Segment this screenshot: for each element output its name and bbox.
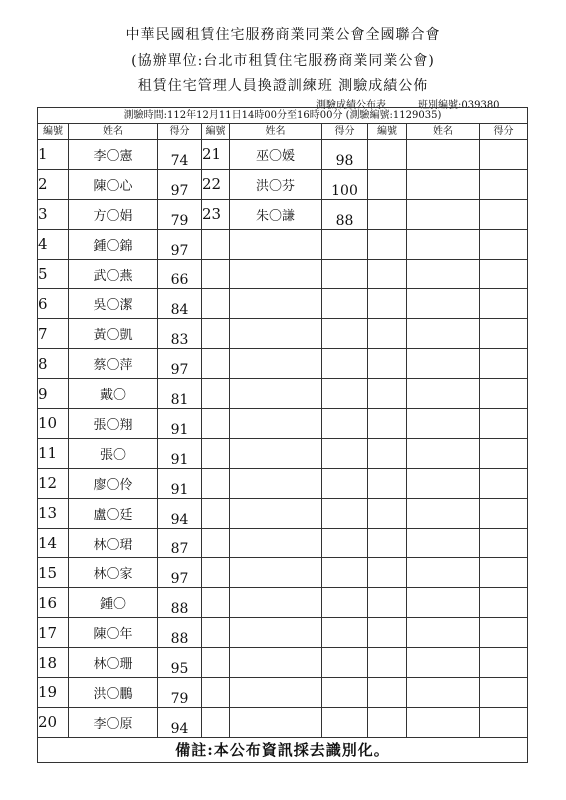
entry-score: 97 xyxy=(158,169,202,199)
entry-name xyxy=(407,528,480,558)
table-row xyxy=(38,349,528,379)
entry-number xyxy=(368,558,407,588)
table-row xyxy=(38,618,528,648)
entry-score xyxy=(480,169,528,199)
entry-number: 22 xyxy=(202,169,230,199)
table-row xyxy=(38,648,528,678)
entry-number xyxy=(202,438,230,468)
entry-score xyxy=(322,468,368,498)
entry-name xyxy=(230,648,322,678)
entry-number xyxy=(368,528,407,558)
entry-score xyxy=(480,558,528,588)
column-header: 編號 xyxy=(202,124,230,140)
entry-score xyxy=(480,349,528,379)
entry-name: 鍾〇 xyxy=(69,588,158,618)
entry-score: 94 xyxy=(158,498,202,528)
entry-score xyxy=(322,618,368,648)
entry-score xyxy=(322,409,368,439)
entry-name: 朱〇謙 xyxy=(230,199,322,229)
entry-name xyxy=(230,259,322,289)
entry-number xyxy=(202,468,230,498)
column-header: 姓名 xyxy=(69,124,158,140)
entry-score: 88 xyxy=(158,588,202,618)
entry-number xyxy=(202,229,230,259)
entry-score: 97 xyxy=(158,558,202,588)
column-header: 姓名 xyxy=(230,124,322,140)
entry-name xyxy=(230,438,322,468)
entry-number xyxy=(202,498,230,528)
entry-score: 88 xyxy=(322,199,368,229)
class-code: 班別編號:039380 xyxy=(418,100,500,111)
entry-number: 19 xyxy=(38,678,69,708)
entry-number: 18 xyxy=(38,648,69,678)
entry-score xyxy=(480,438,528,468)
entry-name xyxy=(230,349,322,379)
entry-score xyxy=(322,707,368,737)
entry-number: 15 xyxy=(38,558,69,588)
entry-number xyxy=(368,438,407,468)
entry-number xyxy=(368,409,407,439)
entry-name xyxy=(230,678,322,708)
entry-score xyxy=(480,289,528,319)
entry-score xyxy=(480,319,528,349)
entry-score: 81 xyxy=(158,379,202,409)
entry-score: 91 xyxy=(158,468,202,498)
entry-score: 97 xyxy=(158,349,202,379)
entry-score xyxy=(480,618,528,648)
entry-name xyxy=(407,409,480,439)
entry-name: 巫〇媛 xyxy=(230,140,322,170)
entry-name xyxy=(230,588,322,618)
table-row xyxy=(38,409,528,439)
entry-score xyxy=(322,438,368,468)
entry-score xyxy=(322,648,368,678)
entry-score xyxy=(322,259,368,289)
table-row xyxy=(38,438,528,468)
entry-number xyxy=(368,379,407,409)
entry-score xyxy=(480,468,528,498)
entry-name xyxy=(407,498,480,528)
table-row xyxy=(38,199,528,229)
entry-number xyxy=(202,678,230,708)
entry-score xyxy=(480,648,528,678)
table-row xyxy=(38,558,528,588)
entry-score: 98 xyxy=(322,140,368,170)
entry-score: 91 xyxy=(158,409,202,439)
entry-name xyxy=(407,678,480,708)
entry-score: 97 xyxy=(158,229,202,259)
entry-score xyxy=(480,678,528,708)
entry-name: 洪〇鵬 xyxy=(69,678,158,708)
table-row xyxy=(38,140,528,170)
entry-score: 79 xyxy=(158,678,202,708)
entry-score xyxy=(322,319,368,349)
entry-name xyxy=(407,140,480,170)
entry-number: 23 xyxy=(202,199,230,229)
entry-name xyxy=(230,558,322,588)
entry-number xyxy=(368,140,407,170)
entry-score xyxy=(322,558,368,588)
entry-name xyxy=(230,707,322,737)
entry-number xyxy=(368,588,407,618)
entry-name xyxy=(230,618,322,648)
entry-name xyxy=(407,349,480,379)
entry-name: 林〇珊 xyxy=(69,648,158,678)
table-row xyxy=(38,707,528,737)
entry-number: 16 xyxy=(38,588,69,618)
entry-name: 黃〇凱 xyxy=(69,319,158,349)
entry-name xyxy=(407,289,480,319)
table-row xyxy=(38,678,528,708)
entry-number xyxy=(368,349,407,379)
course-subtitle: 租賃住宅管理人員換證訓練班 測驗成績公佈 xyxy=(137,78,429,94)
entry-name xyxy=(407,169,480,199)
entry-name xyxy=(407,199,480,229)
entry-name xyxy=(407,618,480,648)
entry-name xyxy=(407,379,480,409)
entry-name: 林〇珺 xyxy=(69,528,158,558)
entry-name xyxy=(230,528,322,558)
entry-name xyxy=(407,438,480,468)
entry-number xyxy=(202,707,230,737)
entry-number xyxy=(368,648,407,678)
entry-number xyxy=(202,349,230,379)
entry-number: 7 xyxy=(38,319,69,349)
entry-score: 87 xyxy=(158,528,202,558)
entry-number: 12 xyxy=(38,468,69,498)
entry-number xyxy=(368,678,407,708)
entry-score xyxy=(480,498,528,528)
table-row xyxy=(38,588,528,618)
entry-name: 洪〇芬 xyxy=(230,169,322,199)
entry-number xyxy=(202,558,230,588)
entry-number xyxy=(202,289,230,319)
entry-name xyxy=(230,229,322,259)
entry-name: 戴〇 xyxy=(69,379,158,409)
entry-name: 林〇家 xyxy=(69,558,158,588)
entry-name xyxy=(230,409,322,439)
entry-name xyxy=(407,259,480,289)
entry-number xyxy=(368,229,407,259)
entry-score xyxy=(322,678,368,708)
entry-number: 10 xyxy=(38,409,69,439)
table-row xyxy=(38,468,528,498)
remark-note: 備註:本公布資訊採去識別化。 xyxy=(38,737,528,762)
entry-score: 83 xyxy=(158,319,202,349)
entry-name: 武〇燕 xyxy=(69,259,158,289)
entry-name: 吳〇潔 xyxy=(69,289,158,319)
column-header: 得分 xyxy=(322,124,368,140)
entry-number xyxy=(368,169,407,199)
entry-number xyxy=(368,498,407,528)
table-row xyxy=(38,229,528,259)
score-table xyxy=(37,107,528,763)
entry-number xyxy=(202,588,230,618)
entry-name xyxy=(230,498,322,528)
entry-score: 100 xyxy=(322,169,368,199)
entry-number xyxy=(368,319,407,349)
table-row xyxy=(38,319,528,349)
entry-score xyxy=(480,379,528,409)
entry-number xyxy=(202,648,230,678)
entry-score xyxy=(480,199,528,229)
entry-score xyxy=(322,229,368,259)
entry-score: 79 xyxy=(158,199,202,229)
entry-number: 5 xyxy=(38,259,69,289)
entry-number: 9 xyxy=(38,379,69,409)
table-row xyxy=(38,498,528,528)
entry-score: 95 xyxy=(158,648,202,678)
exam-time: 測驗時間:112年12月11日14時00分至16時00分 (測驗編號:1129035) xyxy=(38,108,528,124)
entry-number xyxy=(202,259,230,289)
entry-score xyxy=(480,588,528,618)
entry-score: 74 xyxy=(158,140,202,170)
entry-number: 20 xyxy=(38,707,69,737)
entry-score xyxy=(480,259,528,289)
entry-score xyxy=(322,289,368,319)
entry-name xyxy=(407,588,480,618)
entry-number xyxy=(202,379,230,409)
entry-number: 13 xyxy=(38,498,69,528)
entry-score xyxy=(322,498,368,528)
entry-score: 84 xyxy=(158,289,202,319)
entry-score xyxy=(480,528,528,558)
entry-score: 66 xyxy=(158,259,202,289)
table-row xyxy=(38,259,528,289)
entry-number: 2 xyxy=(38,169,69,199)
entry-number: 21 xyxy=(202,140,230,170)
entry-name xyxy=(407,558,480,588)
entry-number: 4 xyxy=(38,229,69,259)
entry-name: 廖〇伶 xyxy=(69,468,158,498)
entry-number: 14 xyxy=(38,528,69,558)
entry-number xyxy=(202,618,230,648)
document-title: 中華民國租賃住宅服務商業同業公會全國聯合會 xyxy=(125,27,441,43)
entry-number xyxy=(368,199,407,229)
entry-name xyxy=(230,289,322,319)
table-row xyxy=(38,169,528,199)
entry-number xyxy=(202,409,230,439)
entry-name xyxy=(230,319,322,349)
entry-number xyxy=(368,289,407,319)
entry-name xyxy=(407,707,480,737)
entry-score xyxy=(322,349,368,379)
entry-score xyxy=(480,229,528,259)
entry-number xyxy=(368,618,407,648)
entry-number: 17 xyxy=(38,618,69,648)
entry-name xyxy=(407,468,480,498)
column-header: 得分 xyxy=(480,124,528,140)
announcement-label: 測驗成績公布表 xyxy=(316,100,386,111)
entry-number: 3 xyxy=(38,199,69,229)
entry-number: 11 xyxy=(38,438,69,468)
entry-name xyxy=(230,468,322,498)
entry-name xyxy=(230,379,322,409)
table-row xyxy=(38,289,528,319)
entry-name: 陳〇年 xyxy=(69,618,158,648)
entry-name: 蔡〇萍 xyxy=(69,349,158,379)
entry-score xyxy=(480,140,528,170)
entry-name: 李〇原 xyxy=(69,707,158,737)
entry-name xyxy=(407,229,480,259)
entry-number xyxy=(368,468,407,498)
entry-score xyxy=(322,588,368,618)
column-header: 編號 xyxy=(368,124,407,140)
entry-name: 方〇娟 xyxy=(69,199,158,229)
organizer-line: (協辦單位:台北市租賃住宅服務商業同業公會) xyxy=(131,53,435,69)
entry-score xyxy=(322,528,368,558)
entry-name: 陳〇心 xyxy=(69,169,158,199)
entry-number: 8 xyxy=(38,349,69,379)
entry-name: 李〇憲 xyxy=(69,140,158,170)
entry-number xyxy=(202,528,230,558)
column-header: 編號 xyxy=(38,124,69,140)
entry-number xyxy=(202,319,230,349)
entry-name xyxy=(407,319,480,349)
table-row xyxy=(38,528,528,558)
entry-name: 張〇 xyxy=(69,438,158,468)
table-row xyxy=(38,379,528,409)
entry-score xyxy=(322,379,368,409)
entry-score xyxy=(480,707,528,737)
entry-number xyxy=(368,707,407,737)
entry-score xyxy=(480,409,528,439)
entry-score: 91 xyxy=(158,438,202,468)
entry-score: 94 xyxy=(158,707,202,737)
entry-number: 6 xyxy=(38,289,69,319)
entry-number: 1 xyxy=(38,140,69,170)
column-header: 得分 xyxy=(158,124,202,140)
entry-score: 88 xyxy=(158,618,202,648)
entry-number xyxy=(368,259,407,289)
entry-name: 張〇翔 xyxy=(69,409,158,439)
column-header: 姓名 xyxy=(407,124,480,140)
entry-name xyxy=(407,648,480,678)
entry-name: 盧〇廷 xyxy=(69,498,158,528)
entry-name: 鍾〇錦 xyxy=(69,229,158,259)
